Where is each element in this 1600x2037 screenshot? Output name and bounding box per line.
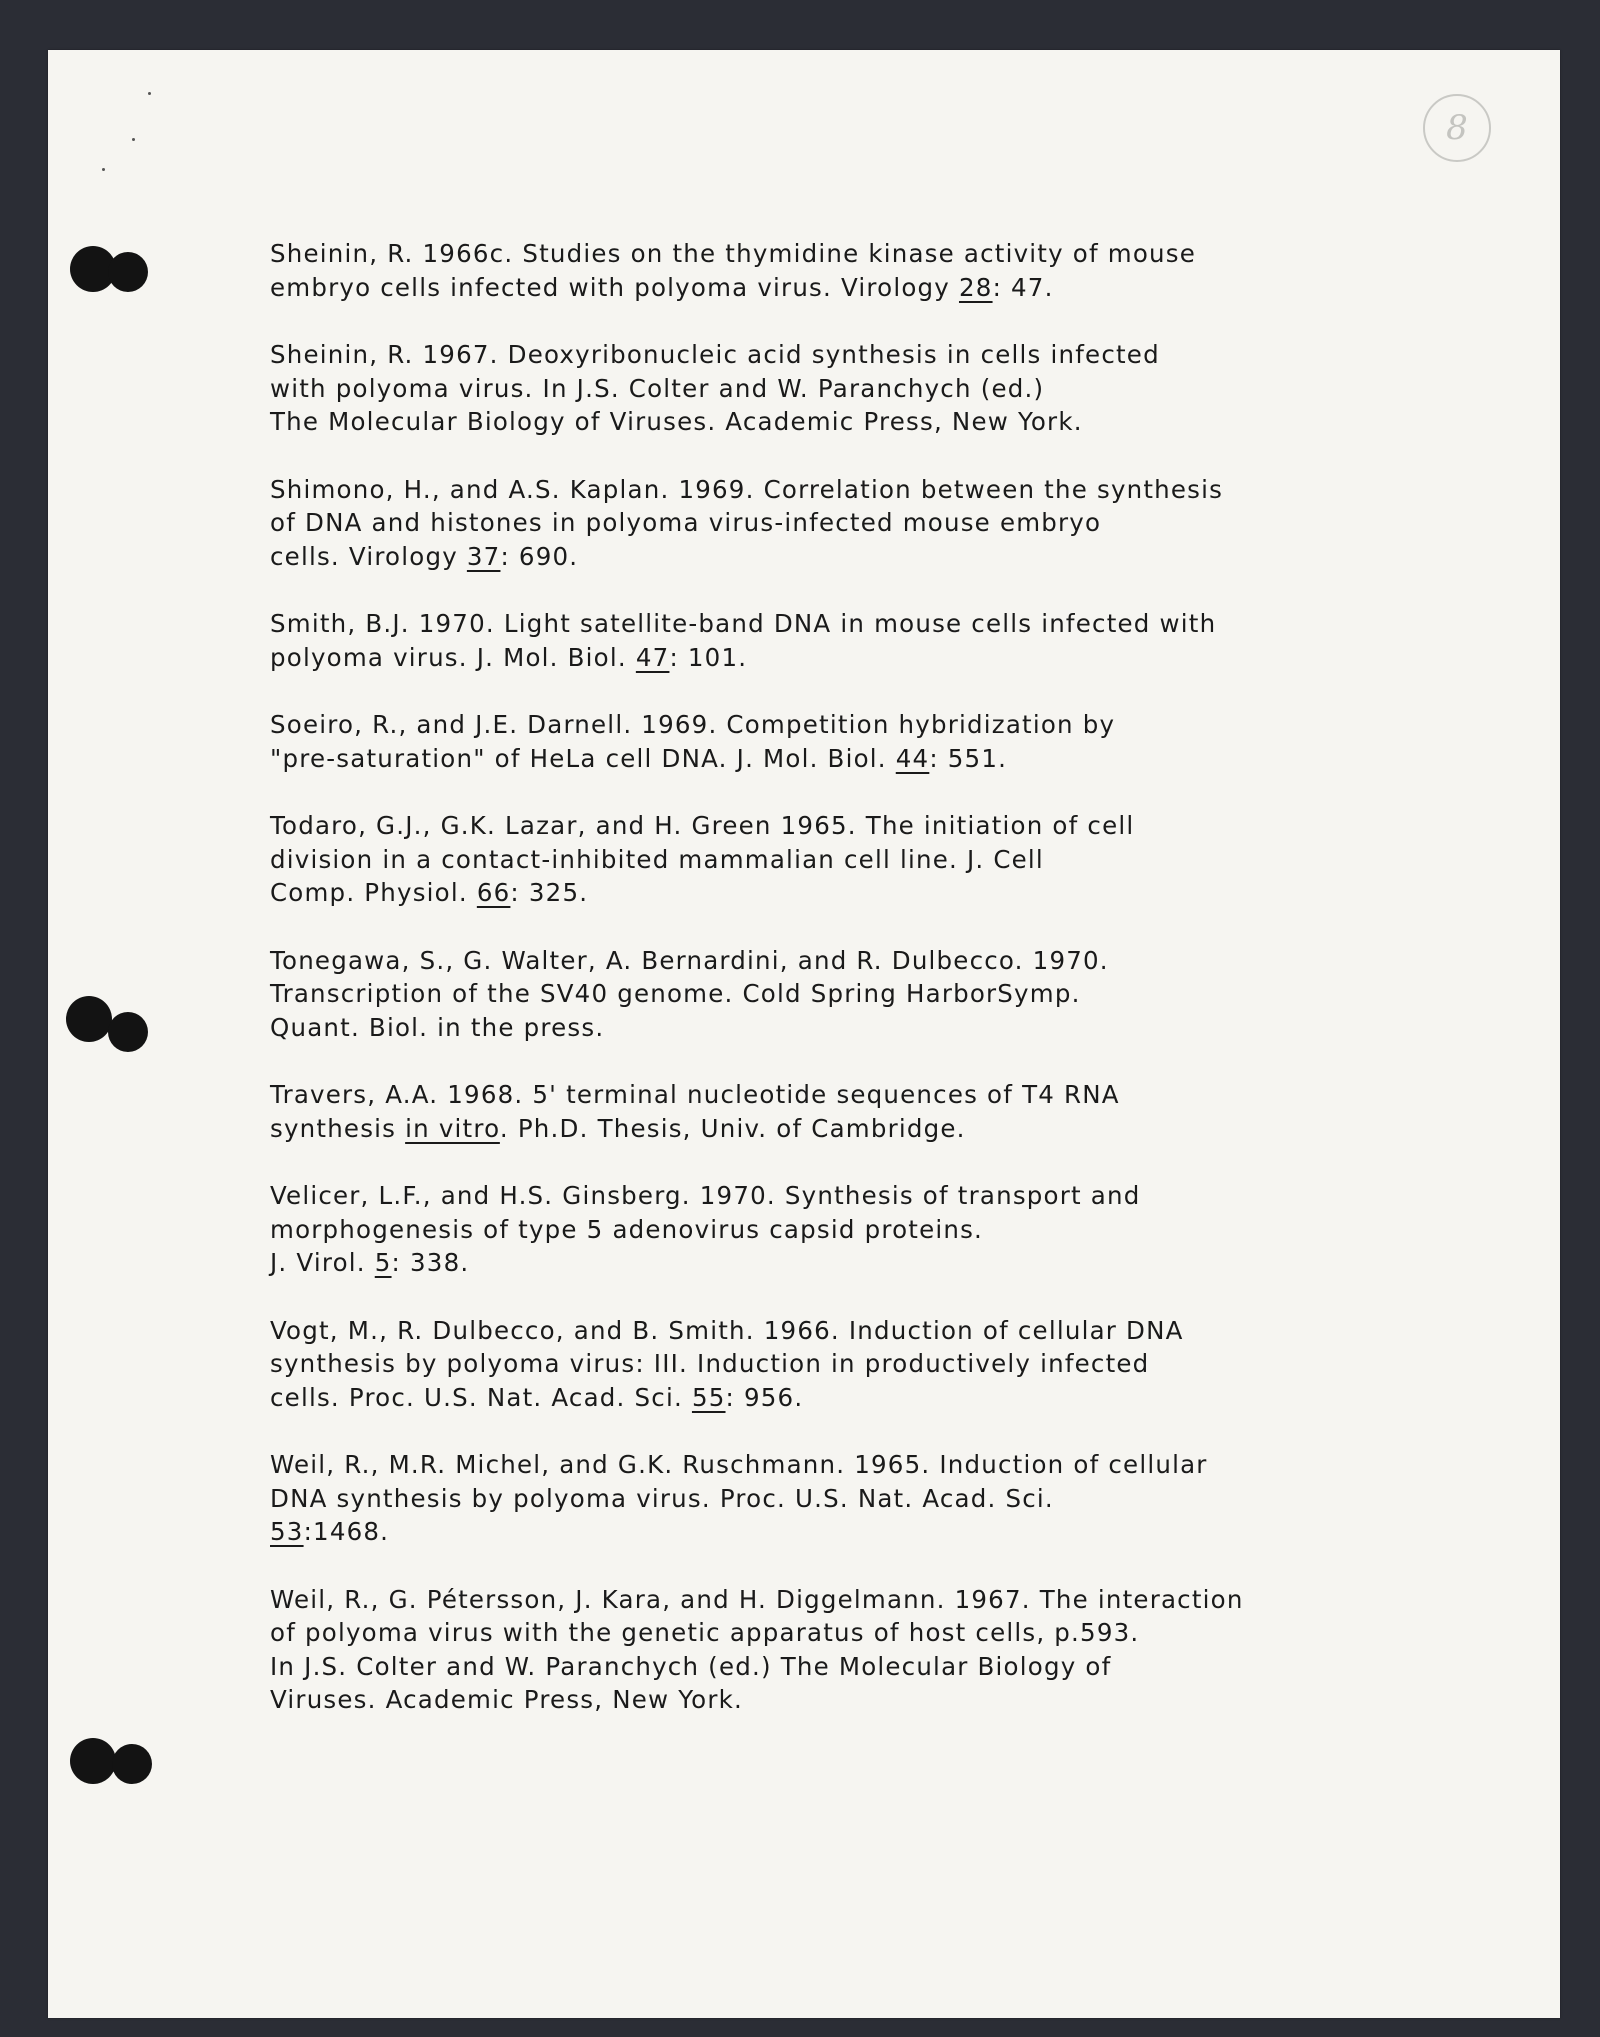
reference-text: . Ph.D. Thesis, Univ. of Cambridge. [499, 1113, 966, 1143]
reference-line [270, 1448, 1490, 1482]
reference-line [270, 1515, 1490, 1549]
paper-speck [102, 168, 105, 171]
reference-text: : 338. [391, 1248, 470, 1277]
reference-text: Sheinin, R. 1966c. Studies on the thymidine kinase activity of mouse [270, 239, 1197, 268]
page-number: 8 [1423, 94, 1491, 162]
punch-hole [112, 1744, 152, 1784]
reference-text: Weil, R., G. Pétersson, J. Kara, and H. Diggelmann. 1967. The interaction [270, 1584, 1244, 1614]
reference-line [270, 1381, 1490, 1415]
reference-entry [270, 1448, 1490, 1549]
underlined-text: 47 [635, 642, 670, 672]
reference-entry [270, 607, 1490, 674]
reference-text: In J.S. Colter and W. Paranchych (ed.) The Molecular Biology of [270, 1651, 1112, 1681]
reference-line [270, 338, 1490, 372]
reference-text: Tonegawa, S., G. Walter, A. Bernardini, and R. Dulbecco. 1970. [270, 945, 1109, 975]
reference-entry [270, 237, 1490, 304]
reference-text: cells. Virology [270, 541, 467, 571]
reference-line [270, 237, 1490, 271]
reference-text: Transcription of the SV40 genome. Cold Spring HarborSymp. [270, 979, 1081, 1008]
reference-entry [270, 708, 1490, 775]
reference-list [270, 237, 1490, 1751]
reference-entry [270, 1583, 1490, 1717]
reference-text: of DNA and histones in polyoma virus-infected mouse embryo [270, 508, 1102, 537]
reference-entry [270, 944, 1490, 1045]
reference-entry [270, 473, 1490, 574]
reference-line [270, 607, 1490, 641]
reference-entry [270, 809, 1490, 910]
reference-line [270, 843, 1490, 877]
underlined-text: in vitro [405, 1113, 500, 1143]
punch-hole [70, 1738, 116, 1784]
reference-line [270, 1112, 1490, 1146]
underlined-text: 44 [895, 743, 930, 773]
reference-text: Smith, B.J. 1970. Light satellite-band DNA in mouse cells infected with [270, 609, 1217, 638]
reference-text: Todaro, G.J., G.K. Lazar, and H. Green 1965. The initiation of cell [270, 811, 1135, 840]
reference-line [270, 506, 1490, 540]
reference-text: Vogt, M., R. Dulbecco, and B. Smith. 1966. Induction of cellular DNA [270, 1315, 1184, 1345]
punch-hole [108, 252, 148, 292]
reference-text: Shimono, H., and A.S. Kaplan. 1969. Correlation between the synthesis [270, 474, 1224, 504]
reference-text: : 47. [992, 272, 1054, 302]
reference-text: synthesis [270, 1113, 406, 1143]
reference-line [270, 1482, 1490, 1516]
reference-text: The Molecular Biology of Viruses. Academic Press, New York. [270, 407, 1083, 436]
punch-hole [108, 1012, 148, 1052]
reference-line [270, 1246, 1490, 1280]
reference-text: synthesis by polyoma virus: III. Induction in productively infected [270, 1349, 1150, 1378]
reference-line [270, 473, 1490, 507]
underlined-text: 5 [374, 1248, 392, 1277]
reference-text: : 101. [669, 642, 748, 672]
reference-line [270, 372, 1490, 406]
reference-line [270, 1314, 1490, 1348]
reference-line [270, 641, 1490, 675]
underlined-text: 55 [691, 1382, 726, 1412]
reference-text: Soeiro, R., and J.E. Darnell. 1969. Competition hybridization by [270, 710, 1116, 739]
reference-text: Quant. Biol. in the press. [270, 1012, 605, 1042]
reference-line [270, 1347, 1490, 1381]
paper-speck [132, 138, 135, 141]
reference-text: of polyoma virus with the genetic apparatus of host cells, p.593. [270, 1618, 1140, 1647]
reference-text: morphogenesis of type 5 adenovirus capsid proteins. [270, 1214, 984, 1244]
reference-line [270, 1213, 1490, 1247]
reference-text: : 325. [510, 878, 589, 907]
reference-line [270, 977, 1490, 1011]
reference-entry [270, 1179, 1490, 1280]
reference-line [270, 1011, 1490, 1045]
reference-text: polyoma virus. J. Mol. Biol. [270, 642, 636, 672]
reference-line [270, 1683, 1490, 1717]
reference-entry [270, 1078, 1490, 1145]
reference-text: DNA synthesis by polyoma virus. Proc. U.S. Nat. Acad. Sci. [270, 1483, 1054, 1513]
reference-line [270, 1179, 1490, 1213]
reference-line [270, 876, 1490, 910]
reference-line [270, 1616, 1490, 1650]
paper-speck [148, 92, 151, 95]
reference-line [270, 1583, 1490, 1617]
underlined-text: 66 [476, 878, 511, 907]
reference-text: : 690. [500, 541, 579, 571]
reference-text: Weil, R., M.R. Michel, and G.K. Ruschmann. 1965. Induction of cellular [270, 1450, 1208, 1479]
reference-line [270, 1078, 1490, 1112]
reference-line [270, 271, 1490, 305]
reference-line [270, 708, 1490, 742]
reference-text: with polyoma virus. In J.S. Colter and W. Paranchych (ed.) [270, 373, 1045, 403]
reference-text: Travers, A.A. 1968. 5' terminal nucleotide sequences of T4 RNA [270, 1080, 1120, 1109]
reference-line [270, 944, 1490, 978]
reference-text: division in a contact-inhibited mammalian cell line. J. Cell [270, 844, 1044, 874]
reference-text: Velicer, L.F., and H.S. Ginsberg. 1970. Synthesis of transport and [270, 1181, 1141, 1210]
reference-text: Sheinin, R. 1967. Deoxyribonucleic acid synthesis in cells infected [270, 340, 1160, 369]
reference-line [270, 809, 1490, 843]
reference-text: :1468. [303, 1517, 390, 1546]
reference-text: embryo cells infected with polyoma virus. Virology [270, 272, 959, 302]
reference-entry [270, 338, 1490, 439]
reference-line [270, 742, 1490, 776]
underlined-text: 53 [270, 1517, 304, 1546]
reference-text: "pre-saturation" of HeLa cell DNA. J. Mol. Biol. [270, 743, 896, 773]
reference-line [270, 405, 1490, 439]
underlined-text: 37 [466, 541, 501, 571]
underlined-text: 28 [958, 272, 993, 302]
reference-line [270, 540, 1490, 574]
punch-hole [66, 996, 112, 1042]
reference-entry [270, 1314, 1490, 1415]
reference-text: cells. Proc. U.S. Nat. Acad. Sci. [270, 1382, 692, 1412]
reference-text: Comp. Physiol. [270, 878, 477, 907]
reference-text: : 551. [929, 743, 1008, 773]
reference-text: J. Virol. [270, 1248, 375, 1277]
reference-text: : 956. [725, 1382, 804, 1412]
reference-line [270, 1650, 1490, 1684]
reference-text: Viruses. Academic Press, New York. [270, 1685, 744, 1714]
